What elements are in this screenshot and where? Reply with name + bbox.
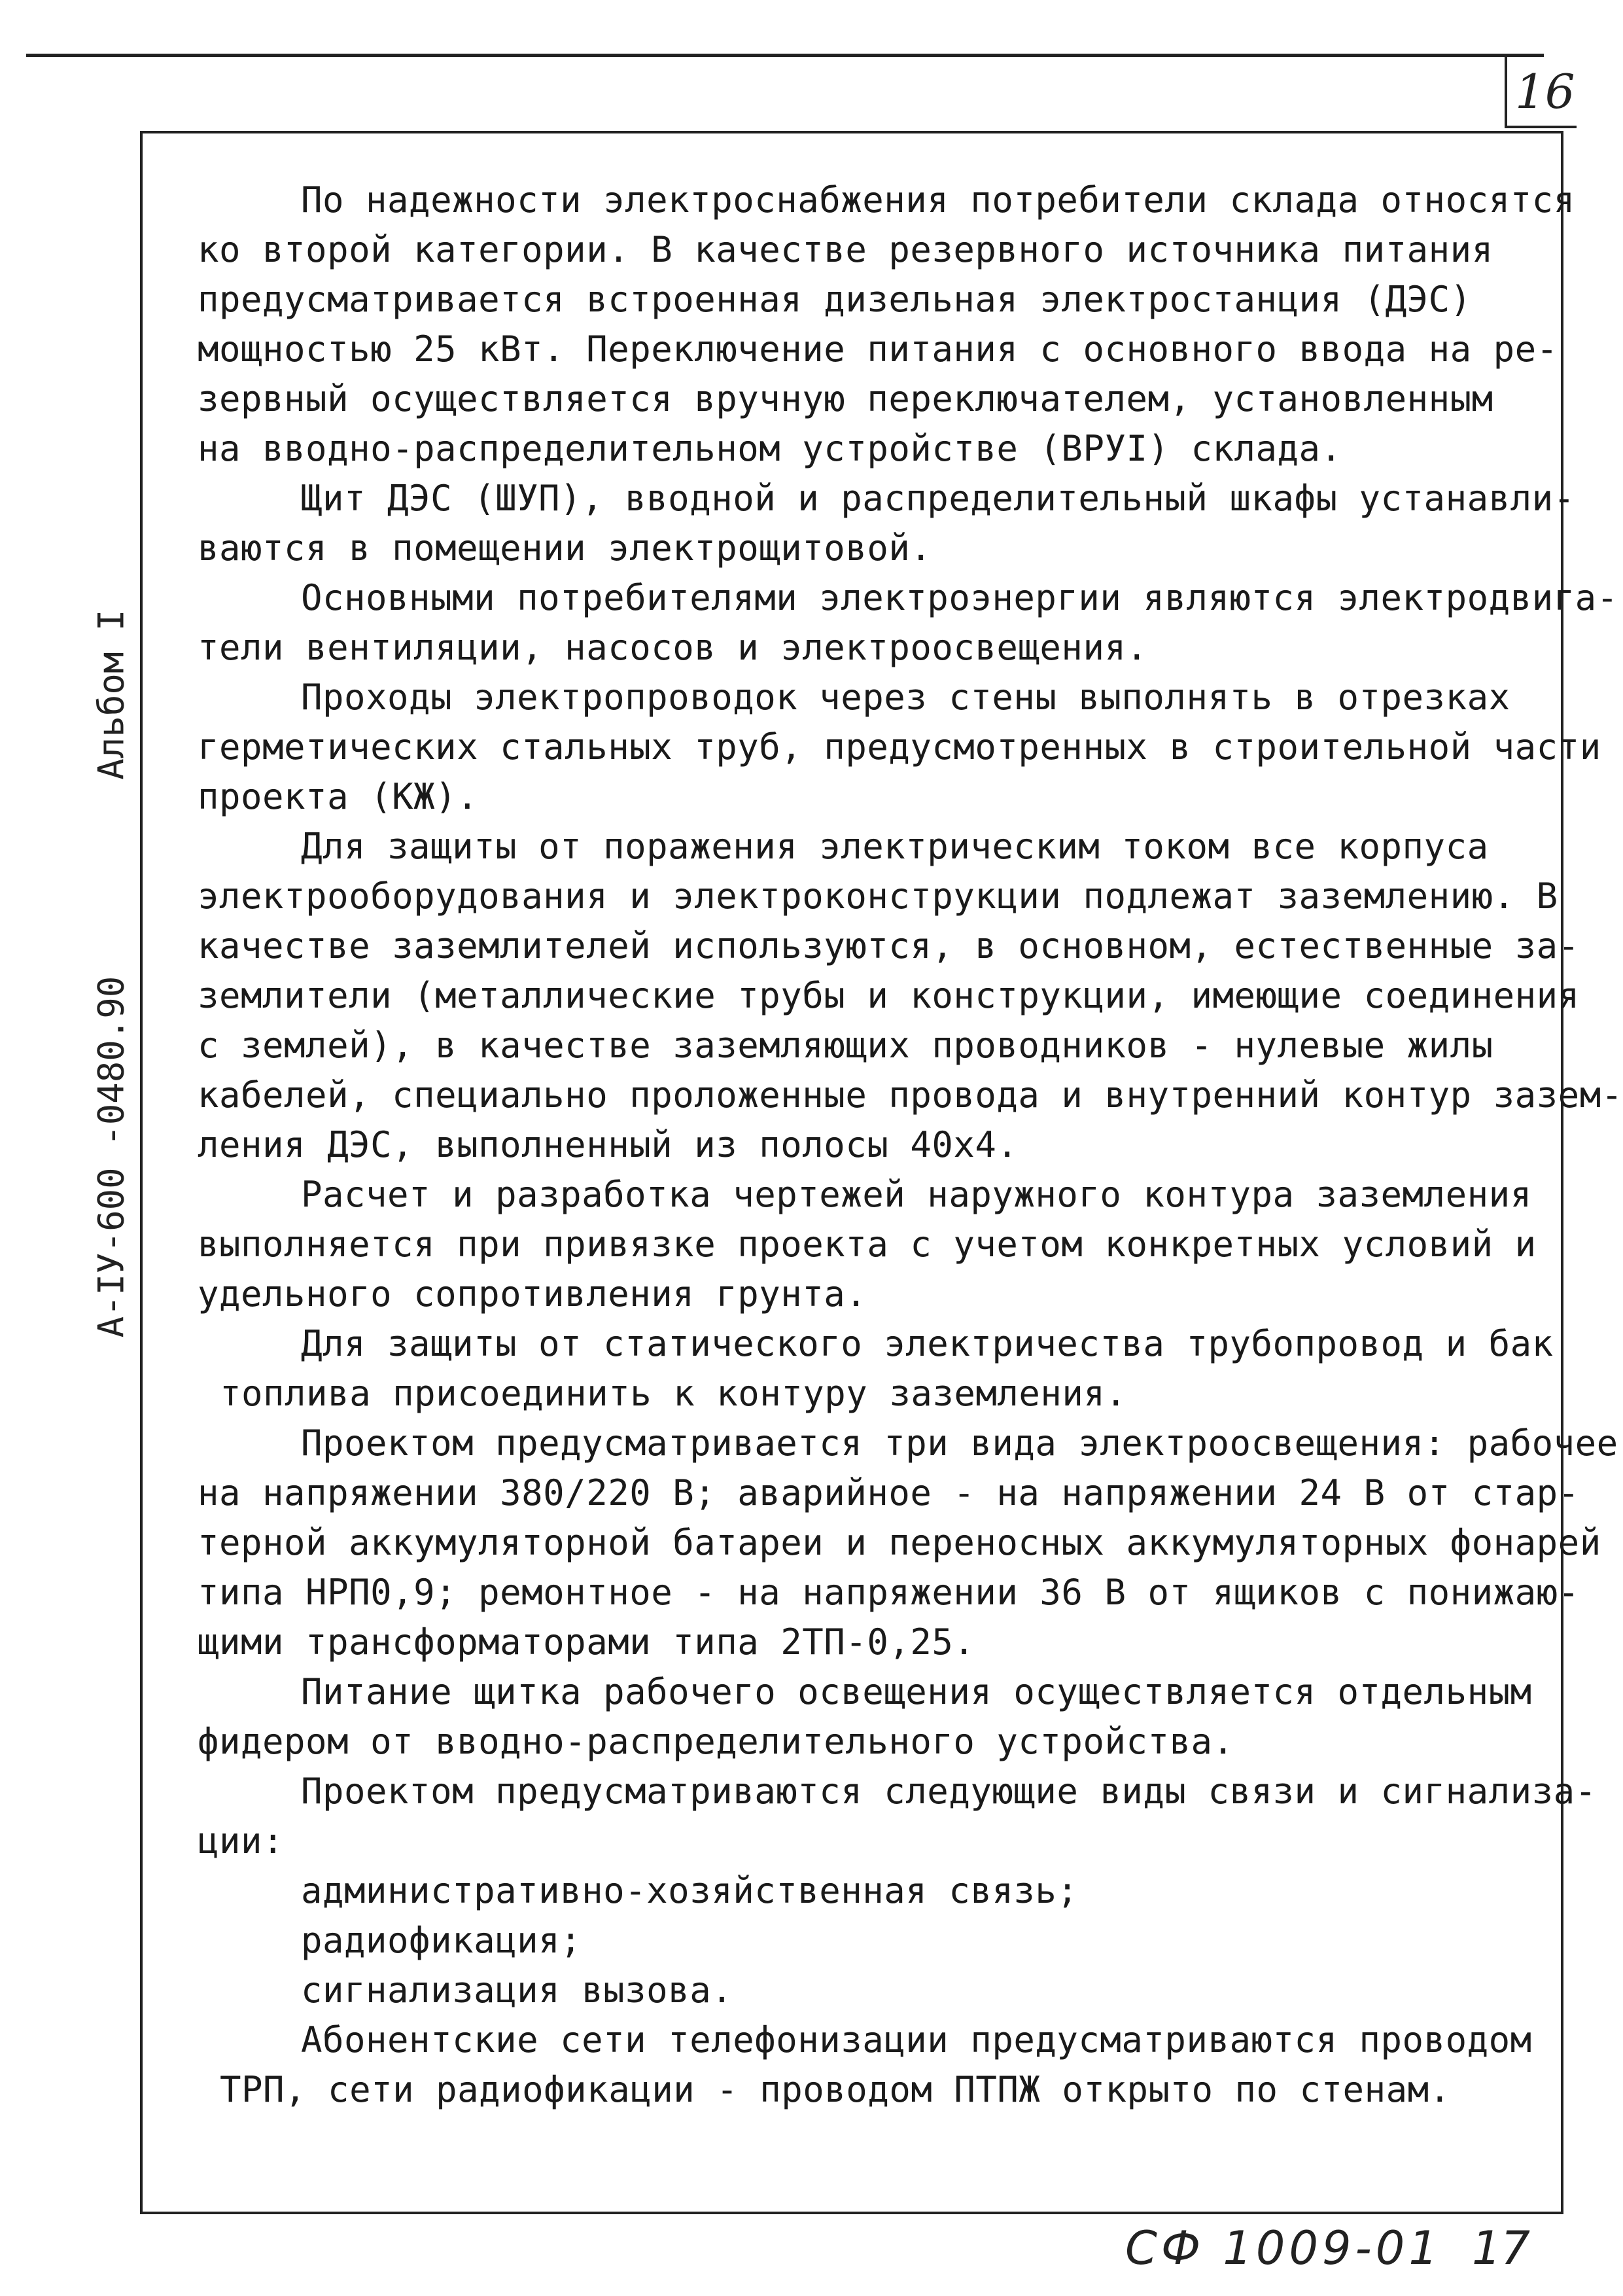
side-label (91, 610, 132, 1338)
text-line: кабелей, специально проложенные провода и внутренний контур зазем- (198, 1074, 1623, 1116)
text-line: Щит ДЭС (ШУП), вводной и распределительный шкафы устанавли- (301, 478, 1575, 519)
text-line: Проектом предусматриваются следующие виды связи и сигнализа- (301, 1771, 1597, 1812)
page-number: 16 (1515, 64, 1575, 119)
text-line: качестве заземлителей используются, в основном, естественные за- (198, 925, 1580, 966)
top-rule (26, 54, 1544, 57)
text-line: зервный осуществляется вручную переключателем, установленным (198, 378, 1493, 419)
text-line: Абонентские сети телефонизации предусматриваются проводом (301, 2019, 1532, 2060)
document-code: А-IУ-600 -0480.90 (90, 976, 132, 1338)
text-line: Проходы электропроводок через стены выполнять в отрезках (301, 677, 1510, 718)
text-line: Основными потребителями электроэнергии являются электродвига- (301, 577, 1618, 618)
text-line: Расчет и разработка чертежей наружного контура заземления (301, 1174, 1532, 1215)
text-line: на напряжении 380/220 В; аварийное - на напряжении 24 В от стар- (198, 1472, 1580, 1513)
footer-sheet-number: 17 (1472, 2221, 1531, 2275)
text-line: предусматривается встроенная дизельная электростанция (ДЭС) (198, 279, 1472, 320)
text-line: фидером от вводно-распределительного устройства. (198, 1721, 1234, 1762)
text-line: герметических стальных труб, предусмотренных в строительной части (198, 726, 1601, 768)
text-line: на вводно-распределительном устройстве (ВРУI) склада. (198, 428, 1342, 469)
text-line: щими трансформаторами типа 2ТП-0,25. (198, 1621, 975, 1663)
text-line: проекта (КЖ). (198, 776, 479, 817)
text-line: терной аккумуляторной батареи и переносных аккумуляторных фонарей (198, 1522, 1601, 1563)
footer-document-code: СФ 1009-01 (1125, 2221, 1442, 2275)
text-line: удельного сопротивления грунта. (198, 1273, 867, 1315)
text-line: мощностью 25 кВт. Переключение питания с основного ввода на ре- (198, 328, 1558, 370)
text-line: землители (металлические трубы и конструкции, имеющие соединения (198, 975, 1580, 1016)
text-line: выполняется при привязке проекта с учетом конкретных условий и (198, 1224, 1537, 1265)
text-line: Для защиты от поражения электрическим током все корпуса (301, 826, 1489, 867)
text-line: с землей), в качестве заземляющих проводников - нулевые жилы (198, 1025, 1493, 1066)
document-body (198, 175, 1623, 2115)
text-line: ваются в помещении электрощитовой. (198, 527, 932, 569)
text-line: тели вентиляции, насосов и электроосвещения. (198, 627, 1148, 668)
text-line: Питание щитка рабочего освещения осуществляется отдельным (301, 1671, 1532, 1712)
text-line: электрооборудования и электроконструкции подлежат заземлению. В (198, 875, 1558, 917)
text-line: Для защиты от статического электричества трубопровод и бак (301, 1323, 1554, 1364)
list-item: сигнализация вызова. (301, 1969, 733, 2011)
text-line: ления ДЭС, выполненный из полосы 40х4. (198, 1124, 1019, 1165)
text-line: ко второй категории. В качестве резервного источника питания (198, 229, 1493, 270)
album-label: Альбом I (90, 609, 132, 780)
list-item: радиофикация; (301, 1920, 582, 1961)
text-line: По надежности электроснабжения потребители склада относятся (301, 179, 1575, 221)
text-line: топлива присоединить к контуру заземления. (220, 1373, 1127, 1414)
list-item: административно-хозяйственная связь; (301, 1870, 1079, 1911)
text-line: типа НРП0,9; ремонтное - на напряжении 36 В от ящиков с понижаю- (198, 1572, 1580, 1613)
text-line: ТРП, сети радиофикации - проводом ПТПЖ открыто по стенам. (220, 2069, 1451, 2110)
text-line: ции: (198, 1820, 285, 1862)
text-line: Проектом предусматривается три вида электроосвещения: рабочее (301, 1422, 1618, 1464)
